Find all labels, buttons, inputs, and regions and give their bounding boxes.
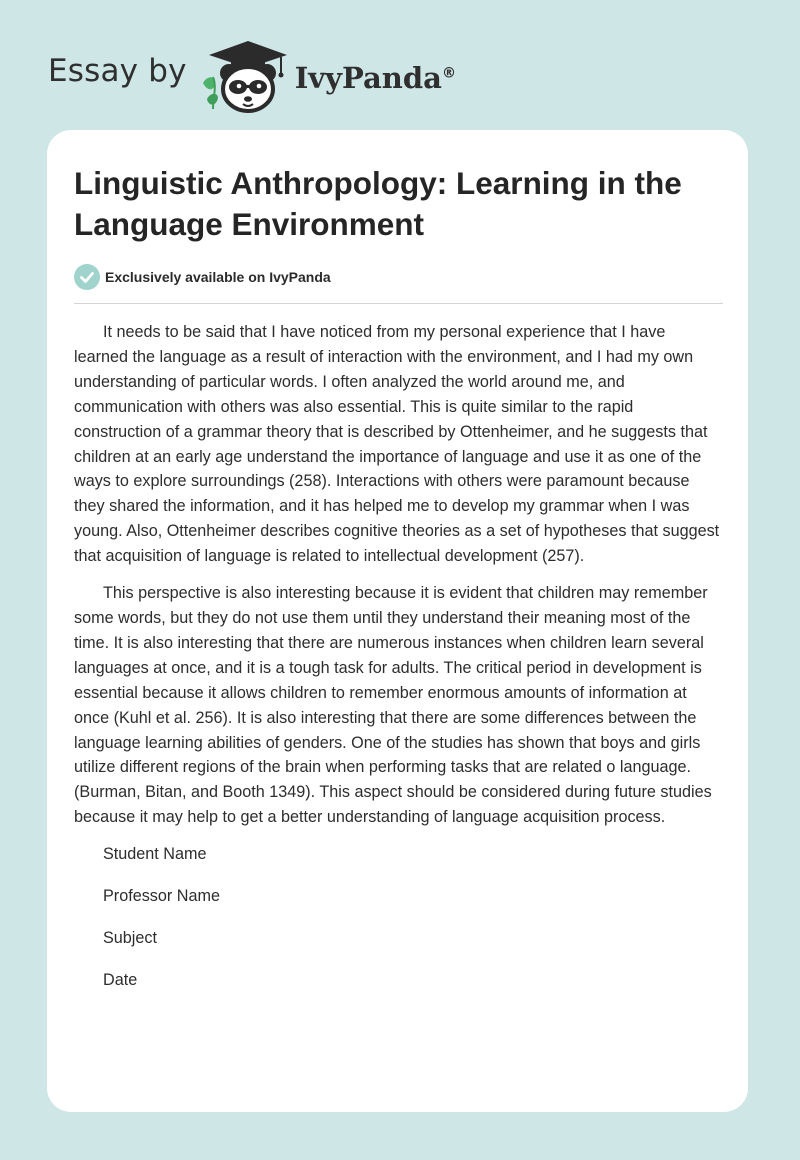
brand-name[interactable]: IvyPanda® — [294, 61, 456, 95]
subject: Subject — [103, 928, 157, 947]
brand-header — [48, 36, 456, 116]
essay-card — [47, 130, 748, 1112]
divider — [74, 303, 723, 304]
essay-paragraph: It needs to be said that I have noticed from my personal experience that I have learned the language as a result of interaction with the environment, and I had my own understanding of particular words. I often analyzed the world around me, and communication with others was also essential. This is quite similar to the rapid construction of a grammar theory that is described by Ottenheimer, and he suggests that children at an early age understand the importance of language and use it as one of the ways to explore surroundings (258). Interactions with others were paramount because they shared the information, and it has helped me to develop my grammar when I was young. Also, Ottenheimer describes cognitive theories as a set of hypotheses that suggest that acquisition of language is related to intellectual development (257). — [74, 323, 720, 566]
essay-paragraph: This perspective is also interesting because it is evident that children may remember some words, but they do not use them until they understand their meaning most of the time. It is also interesting that there are numerous instances when children learn several languages at once, and it is a tough task for adults. The critical period in development is essential because it allows children to remember enormous amounts of information at once (Kuhl et al. 256). It is also interesting that there are some differences between the language learning abilities of genders. One of the studies has shown that boys and girls utilize different regions of the brain when performing tasks that are related o language. (Burman, Bitan, and Booth 1349). This aspect should be considered during future studies because it may help to get a better understanding of language acquisition process. — [74, 584, 712, 827]
exclusive-badge — [74, 264, 331, 290]
essay-title: Linguistic Anthropology: Learning in the Language Environment — [74, 165, 682, 242]
date: Date — [103, 970, 138, 989]
ivypanda-logo-icon[interactable] — [201, 37, 293, 115]
essay-body — [74, 320, 723, 1009]
exclusive-label: Exclusively available on IvyPanda — [105, 269, 331, 285]
essay-by-label: Essay by — [48, 53, 187, 89]
student-name: Student Name — [103, 845, 207, 864]
registered-mark: ® — [441, 65, 456, 82]
professor-name: Professor Name — [103, 886, 220, 905]
check-badge-icon — [74, 264, 100, 290]
